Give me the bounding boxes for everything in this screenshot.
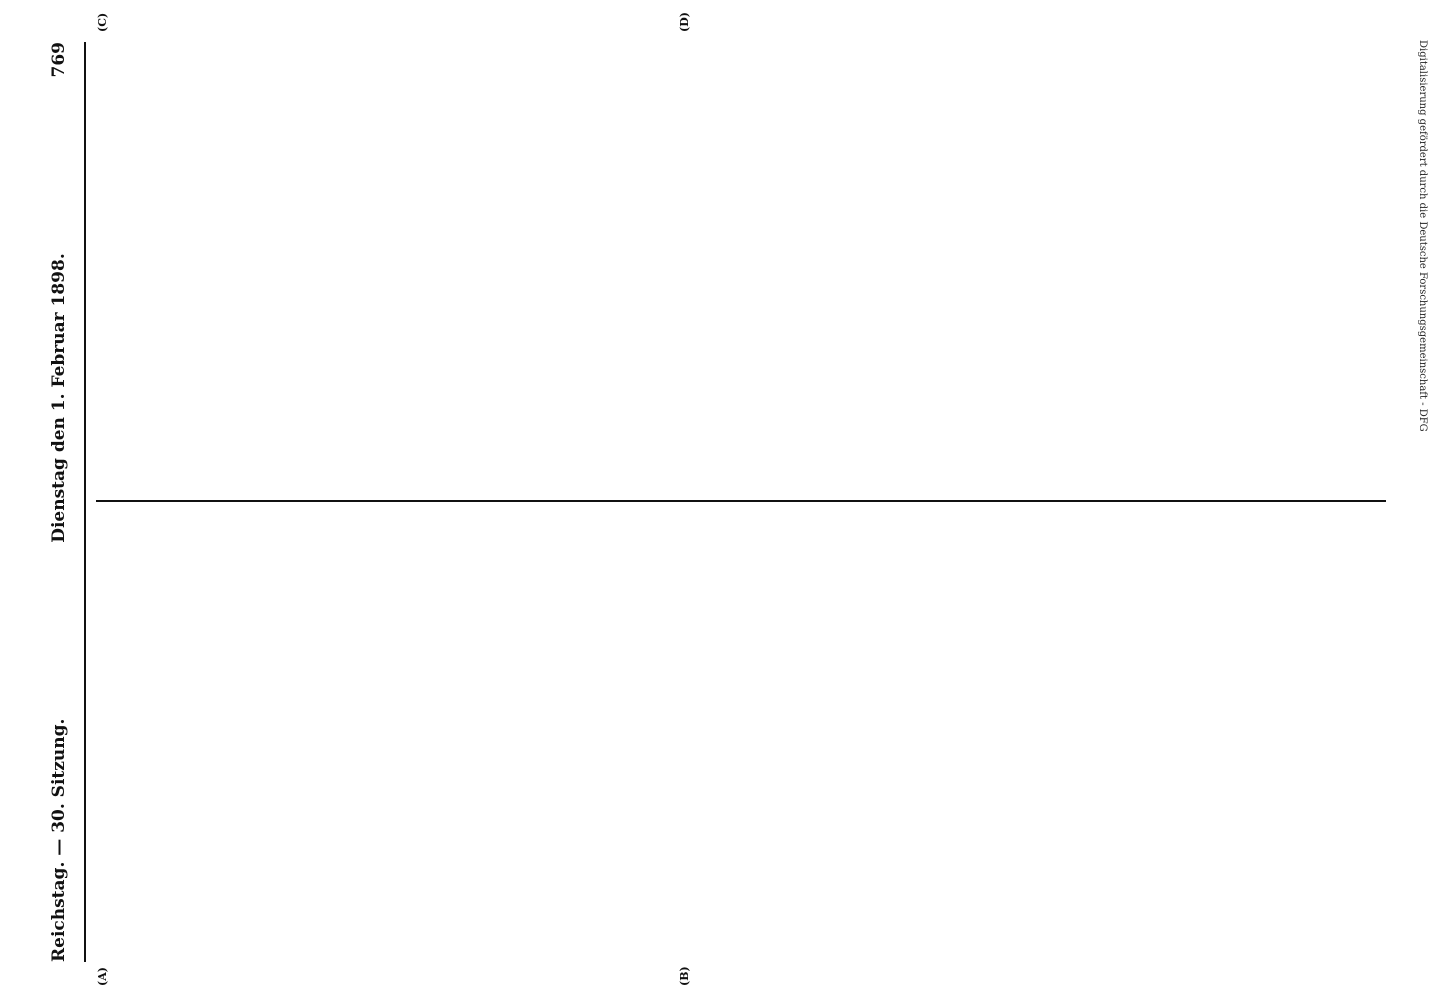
- dfg-sidebar: [1400, 40, 1428, 960]
- page-header: [38, 42, 80, 962]
- header-center: Dienstag den 1. Februar 1898.: [49, 253, 69, 543]
- header-left: Reichstag. — 30. Sitzung.: [49, 718, 69, 962]
- page-inner: [38, 12, 1398, 986]
- dfg-credit: Digitalisierung gefördert durch die Deutsche Forschungsgemeinschaft - DFG: [1417, 40, 1428, 432]
- left-column: [96, 522, 1386, 962]
- header-rule: [84, 42, 86, 962]
- marker-a: (A): [96, 967, 109, 986]
- page-number: 769: [49, 42, 69, 78]
- right-column: [96, 42, 1386, 482]
- marker-c: (C): [96, 12, 109, 32]
- marker-b: (B): [678, 966, 691, 986]
- column-divider: [96, 500, 1386, 502]
- marker-d: (D): [678, 12, 691, 32]
